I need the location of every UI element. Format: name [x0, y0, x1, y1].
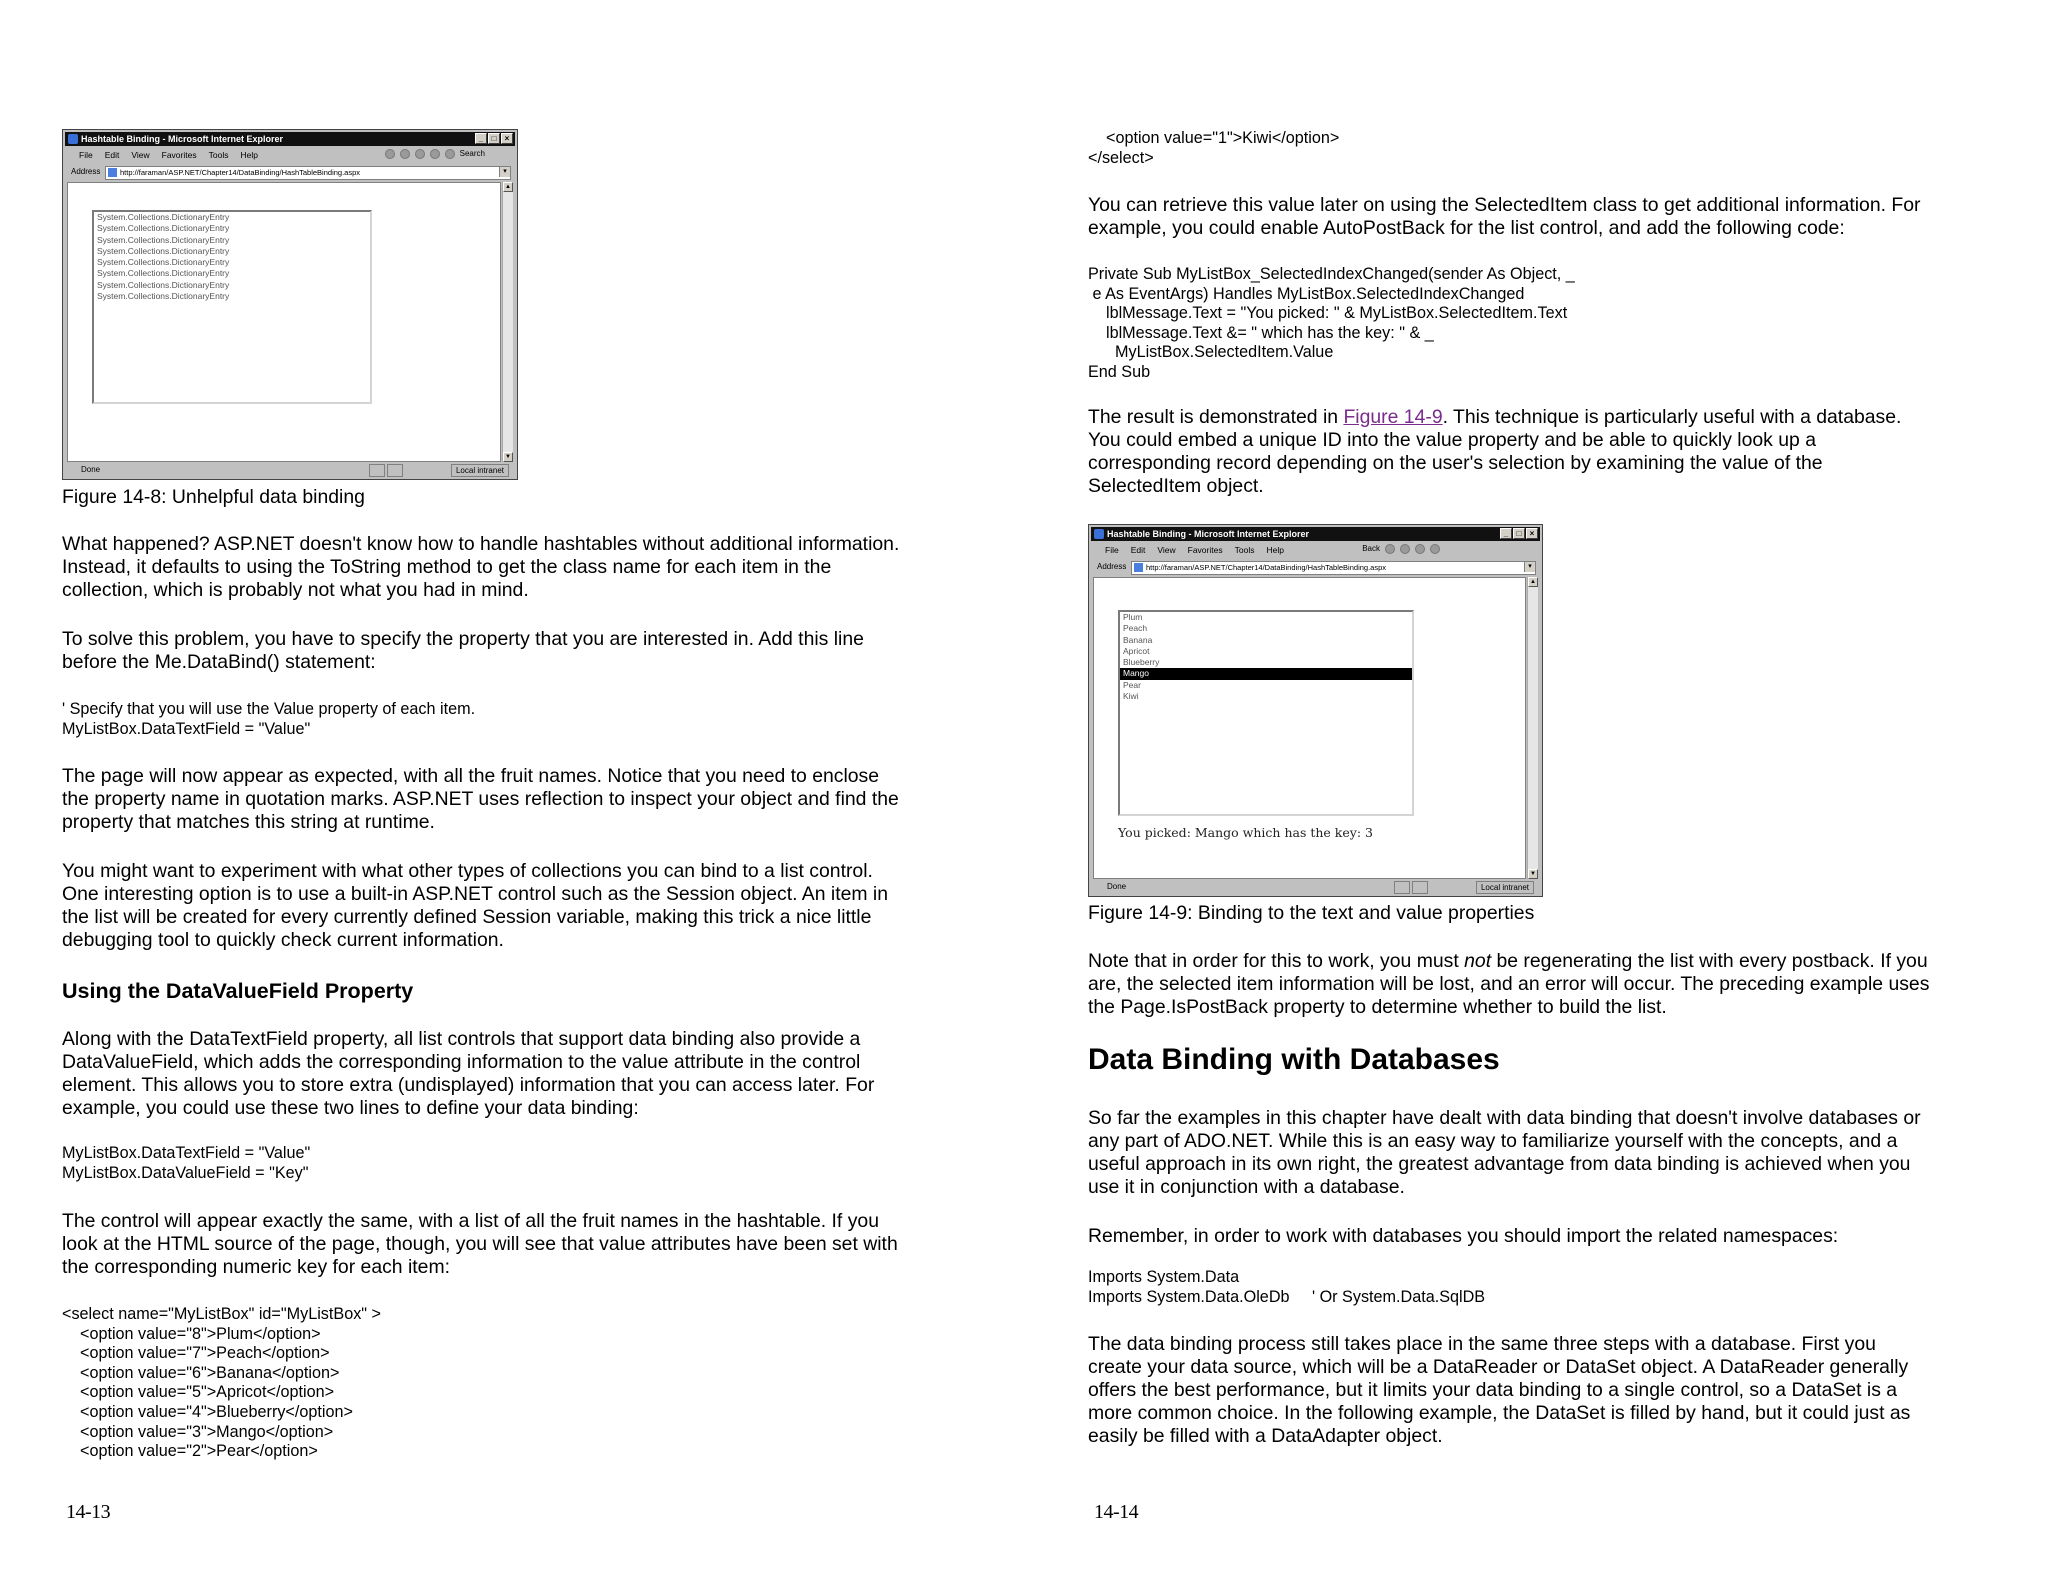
menu-file[interactable]: File	[79, 150, 93, 160]
listbox[interactable]	[92, 210, 372, 404]
stop-icon[interactable]	[415, 149, 425, 159]
window-controls	[1500, 528, 1538, 540]
scroll-down-icon[interactable]: ▼	[503, 452, 513, 462]
address-label: Address	[1097, 562, 1127, 571]
window-controls	[475, 133, 513, 145]
menu-help[interactable]: Help	[240, 150, 258, 160]
home-icon[interactable]	[445, 149, 455, 159]
list-item[interactable]: Kiwi	[1123, 691, 1139, 702]
code-block: <option value="1">Kiwi</option> </select>	[1088, 129, 1340, 167]
menu-bar	[65, 147, 515, 163]
selection-message: You picked: Mango which has the key: 3	[1118, 825, 1373, 840]
zone-indicator: Local intranet	[451, 464, 509, 477]
paragraph-text: Note that in order for this to work, you must	[1088, 950, 1465, 972]
stop-icon[interactable]	[1400, 544, 1410, 554]
code-block: Private Sub MyListBox_SelectedIndexChanged(sender As Object, _ e As EventArgs) Handles MyListBox.SelectedIndexChanged lblMessage.Text = "You picked: " & MyListBox.SelectedItem.Text lblMessage.Text &= " which has the key: " & _ MyListBox.SelectedItem.Value End Sub	[1088, 265, 1575, 381]
status-pane	[1394, 881, 1410, 894]
list-item[interactable]: Apricot	[1123, 645, 1150, 656]
code-block: MyListBox.DataTextField = "Value" MyListBox.DataValueField = "Key"	[62, 1144, 311, 1182]
menu-edit[interactable]: Edit	[104, 150, 120, 160]
menu-file[interactable]: File	[1105, 545, 1119, 555]
scroll-up-icon[interactable]: ▲	[503, 182, 513, 192]
status-bar	[65, 463, 515, 477]
maximize-icon[interactable]: □	[1513, 528, 1525, 539]
page-number: 14-14	[1094, 1501, 1139, 1523]
page-icon	[108, 168, 117, 177]
code-block: <select name="MyListBox" id="MyListBox" > <option value="8">Plum</option> <option value="7">Peach</option> <option value="6">Banana</option> <option value="5">Apricot</option> <option value="4">Blueberry</option> <option value="3">Mango</option> <option value="2">Pear</option>	[62, 1305, 381, 1461]
scroll-up-icon[interactable]: ▲	[1528, 577, 1538, 587]
address-input[interactable]	[105, 166, 511, 180]
menu-help[interactable]: Help	[1266, 545, 1284, 555]
close-icon[interactable]: ×	[501, 133, 513, 144]
paragraph: What happened? ASP.NET doesn't know how to handle hashtables without additional information. Instead, it defaults to using the ToString method to get the class name for each item in the collection, which is probably not what you had in mind.	[62, 533, 900, 601]
page-icon	[1134, 563, 1143, 572]
paragraph: The page will now appear as expected, with all the fruit names. Notice that you need to enclose the property name in quotation marks. ASP.NET uses reflection to inspect your object and find the property that matches this string at runtime.	[62, 765, 899, 833]
zone-indicator: Local intranet	[1476, 881, 1534, 894]
menu-view[interactable]: View	[1157, 545, 1176, 555]
vertical-scrollbar[interactable]	[1527, 577, 1538, 879]
status-text: Done	[81, 465, 101, 474]
paragraph: The control will appear exactly the same, with a list of all the fruit names in the hashtable. If you look at the HTML source of the page, though, you will see that value attributes have been set with the corresponding numeric key for each item:	[62, 1210, 898, 1278]
chevron-down-icon[interactable]: ▾	[1524, 562, 1535, 572]
status-pane	[369, 464, 385, 477]
back-icon[interactable]	[385, 149, 395, 159]
paragraph: Remember, in order to work with databases you should import the related namespaces:	[1088, 1225, 1839, 1247]
address-url: http://faraman/ASP.NET/Chapter14/DataBinding/HashTableBinding.aspx	[1146, 563, 1387, 572]
window-title: Hashtable Binding - Microsoft Internet Explorer	[81, 134, 284, 144]
maximize-icon[interactable]: □	[488, 133, 500, 144]
section-heading: Using the DataValueField Property	[62, 979, 414, 1003]
address-input[interactable]	[1131, 561, 1536, 575]
list-item[interactable]: Pear	[1123, 679, 1141, 690]
close-icon[interactable]: ×	[1526, 528, 1538, 539]
menu-bar	[1091, 542, 1540, 558]
list-item[interactable]: System.Collections.DictionaryEntry	[97, 245, 230, 256]
ie-logo-icon	[68, 134, 78, 144]
menu-edit[interactable]: Edit	[1130, 545, 1146, 555]
window-titlebar	[1091, 527, 1540, 541]
vertical-scrollbar[interactable]	[502, 182, 513, 462]
status-text: Done	[1107, 882, 1127, 891]
page-viewport	[1093, 577, 1526, 879]
page-number: 14-13	[66, 1501, 111, 1523]
toolbar	[385, 149, 485, 159]
address-url: http://faraman/ASP.NET/Chapter14/DataBinding/HashTableBinding.aspx	[120, 168, 361, 177]
paragraph: So far the examples in this chapter have dealt with data binding that doesn't involve databases or any part of ADO.NET. While this is an easy way to familiarize yourself with the concepts, and a useful approach in its own right, the greatest advantage from data binding is achieved when you use it in conjunction with a database.	[1088, 1107, 1921, 1198]
search-button[interactable]: Search	[459, 149, 485, 158]
back-button[interactable]: Back	[1362, 544, 1380, 553]
paragraph-text: The result is demonstrated in	[1088, 406, 1344, 428]
menu-favorites[interactable]: Favorites	[1187, 545, 1223, 555]
minimize-icon[interactable]: _	[475, 133, 487, 144]
status-bar	[1091, 880, 1540, 894]
figure-14-8-screenshot	[62, 129, 518, 480]
address-bar	[1091, 559, 1540, 575]
paragraph-text: be regenerating the list with every postback. If you are, the selected item information will be lost, and an error will occur. The preceding example uses the Page.IsPostBack property to determine whether to build the list.	[1088, 950, 1930, 1018]
list-item[interactable]: System.Collections.DictionaryEntry	[97, 234, 230, 245]
address-bar	[65, 164, 515, 180]
scroll-down-icon[interactable]: ▼	[1528, 869, 1538, 879]
list-item[interactable]: Plum	[1123, 612, 1143, 622]
menu-view[interactable]: View	[131, 150, 150, 160]
list-item[interactable]: System.Collections.DictionaryEntry	[97, 212, 230, 222]
refresh-icon[interactable]	[430, 149, 440, 159]
figure-14-9-screenshot	[1088, 524, 1543, 897]
forward-icon[interactable]	[400, 149, 410, 159]
list-item[interactable]: System.Collections.DictionaryEntry	[97, 223, 230, 234]
paragraph: The data binding process still takes place in the same three steps with a database. First you create your data source, which will be a DataReader or DataSet object. A DataReader generally offers the best performance, but it limits your data binding to a single control, so a DataSet is a more common choice. In the following example, the DataSet is filled by hand, but it could just as easily be filled with a DataAdapter object.	[1088, 1333, 1911, 1447]
emphasis: not	[1464, 950, 1492, 972]
right-page	[1024, 0, 2048, 1582]
paragraph-text: . This technique is particularly useful with a database. You could embed a unique ID into the value property and be able to quickly look up a corresponding record depending on the user's selection by examining the value of the SelectedItem object.	[1088, 406, 1902, 497]
paragraph: You might want to experiment with what other types of collections you can bind to a list control. One interesting option is to use a built-in ASP.NET control such as the Session object. An item in the list will be created for every currently defined Session variable, making this trick a nice little debugging tool to quickly check current information.	[62, 860, 889, 951]
home-icon[interactable]	[1430, 544, 1440, 554]
code-block: Imports System.Data Imports System.Data.OleDb ' Or System.Data.SqlDB	[1088, 1268, 1486, 1306]
paragraph: Along with the DataTextField property, all list controls that support data binding also provide a DataValueField, which adds the corresponding information to the value attribute in the control element. This allows you to store extra (undisplayed) information that you can access later. For example, you could use these two lines to define your data binding:	[62, 1028, 875, 1119]
window-titlebar	[65, 132, 515, 146]
section-heading: Data Binding with Databases	[1088, 1043, 1500, 1076]
forward-icon[interactable]	[1385, 544, 1395, 554]
list-item[interactable]: Peach	[1123, 623, 1148, 634]
paragraph: To solve this problem, you have to specify the property that you are interested in. Add this line before the Me.DataBind() statement:	[62, 628, 864, 673]
paragraph	[1088, 406, 2028, 498]
list-item-selected[interactable]: Mango	[1120, 668, 1412, 679]
list-item[interactable]: System.Collections.DictionaryEntry	[97, 268, 230, 279]
page-viewport	[67, 182, 501, 462]
chevron-down-icon[interactable]: ▾	[499, 167, 510, 177]
list-item[interactable]: Banana	[1123, 634, 1153, 645]
code-block: ' Specify that you will use the Value property of each item. MyListBox.DataTextField = "Value"	[62, 700, 476, 738]
list-item[interactable]: System.Collections.DictionaryEntry	[97, 291, 230, 302]
list-item[interactable]: System.Collections.DictionaryEntry	[97, 257, 230, 268]
refresh-icon[interactable]	[1415, 544, 1425, 554]
menu-favorites[interactable]: Favorites	[161, 150, 197, 160]
paragraph	[1088, 950, 2028, 1019]
list-item[interactable]: Blueberry	[1123, 657, 1160, 668]
figure-caption: Figure 14-8: Unhelpful data binding	[62, 486, 365, 508]
figure-14-9-link[interactable]: Figure 14-9	[1343, 406, 1443, 428]
menu-tools[interactable]: Tools	[1234, 545, 1255, 555]
figure-caption: Figure 14-9: Binding to the text and value properties	[1088, 902, 1535, 924]
status-pane	[1412, 881, 1428, 894]
menu-tools[interactable]: Tools	[208, 150, 229, 160]
paragraph: You can retrieve this value later on using the SelectedItem class to get additional information. For example, you could enable AutoPostBack for the list control, and add the following code:	[1088, 194, 1921, 239]
listbox[interactable]	[1118, 610, 1414, 816]
toolbar	[1362, 544, 1440, 554]
window-title: Hashtable Binding - Microsoft Internet Explorer	[1107, 529, 1310, 539]
minimize-icon[interactable]: _	[1500, 528, 1512, 539]
address-label: Address	[71, 167, 101, 176]
ie-logo-icon	[1094, 529, 1104, 539]
list-item[interactable]: System.Collections.DictionaryEntry	[97, 279, 230, 290]
status-pane	[387, 464, 403, 477]
